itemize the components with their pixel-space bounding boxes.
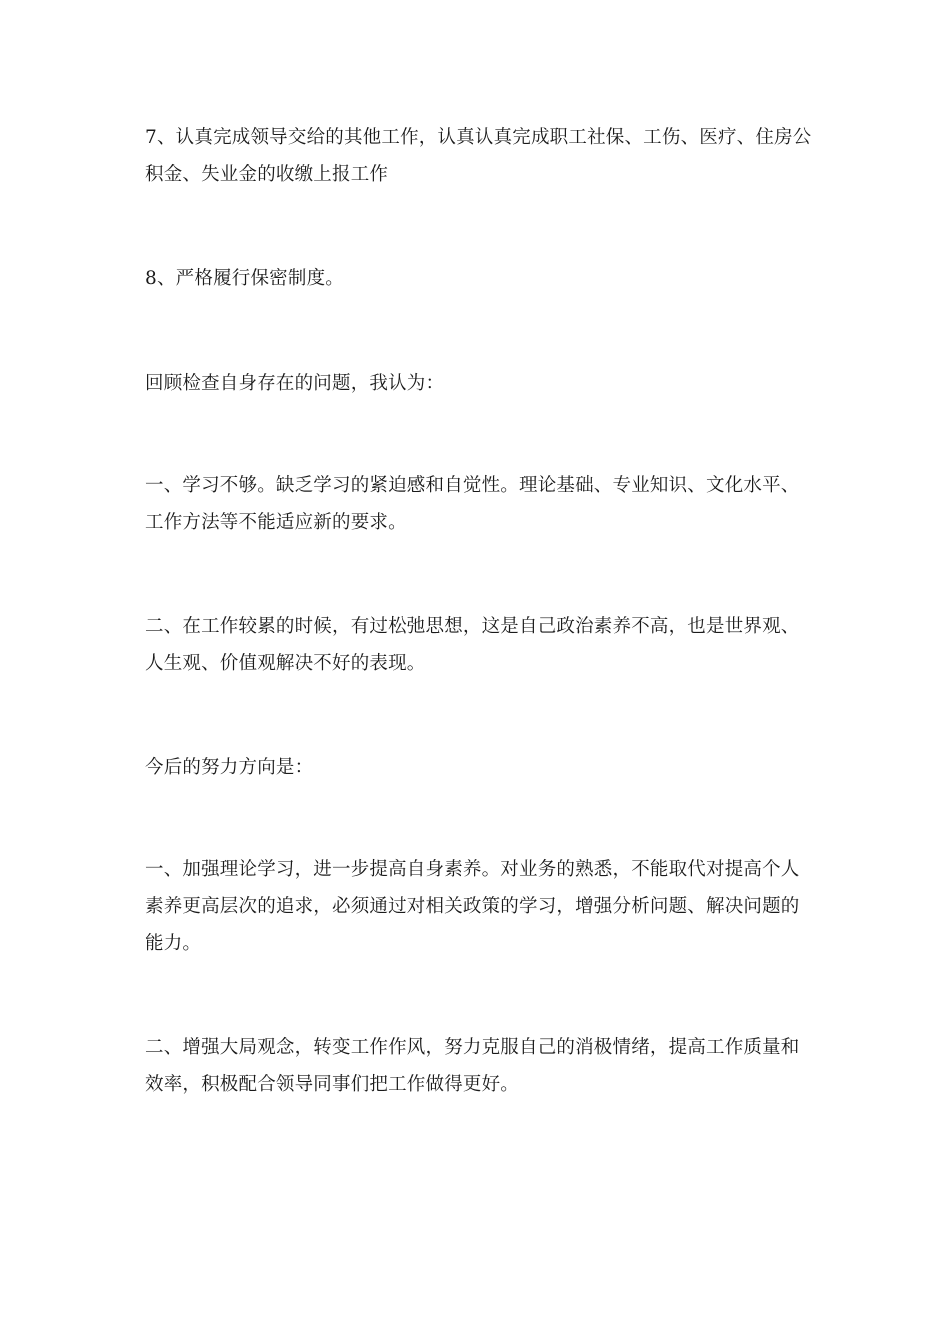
paragraph-item-7: 7、认真完成领导交给的其他工作，认真认真完成职工社保、工伤、医疗、住房公积金、失业金的收缴上报工作 xyxy=(145,127,812,185)
paragraph-direction-2: 二、增强大局观念，转变工作作风，努力克服自己的消极情绪，提高工作质量和效率，积极配合领导同事们把工作做得更好。 xyxy=(145,1037,800,1095)
paragraph-direction-1: 一、加强理论学习，进一步提高自身素养。对业务的熟悉，不能取代对提高个人素养更高层次的追求，必须通过对相关政策的学习，增强分析问题、解决问题的能力。 xyxy=(145,859,800,954)
paragraph-review-intro: 回顾检查自身存在的问题，我认为： xyxy=(145,373,445,394)
paragraph-item-8: 8、严格履行保密制度。 xyxy=(145,268,344,289)
paragraph-problem-1: 一、学习不够。缺乏学习的紧迫感和自觉性。理论基础、专业知识、文化水平、工作方法等不能适应新的要求。 xyxy=(145,475,800,533)
paragraph-direction-intro: 今后的努力方向是： xyxy=(145,757,314,778)
paragraph-problem-2: 二、在工作较累的时候，有过松弛思想，这是自己政治素养不高，也是世界观、人生观、价值观解决不好的表现。 xyxy=(145,616,800,674)
